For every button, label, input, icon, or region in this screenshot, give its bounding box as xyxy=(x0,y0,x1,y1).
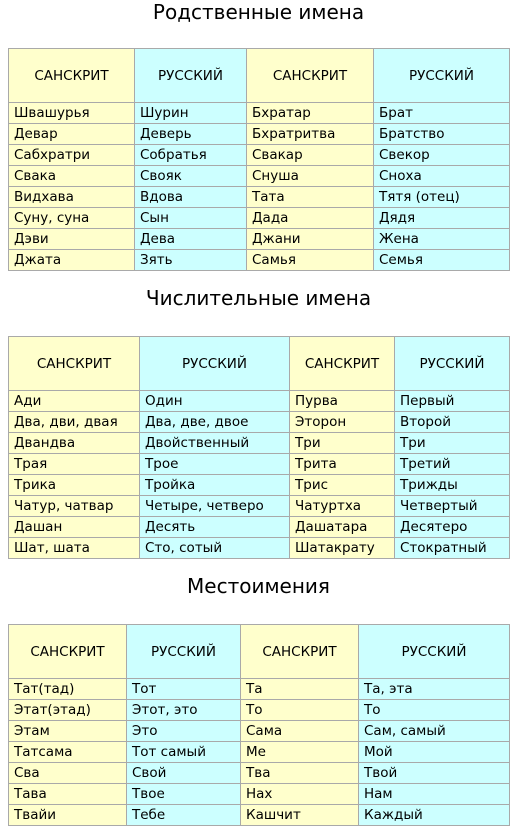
cell-russian: Второй xyxy=(395,412,510,433)
cell-russian: Сто, сотый xyxy=(140,538,290,559)
cell-sanskrit: Двандва xyxy=(9,433,140,454)
cell-sanskrit: Девар xyxy=(9,124,135,145)
cell-russian: Третий xyxy=(395,454,510,475)
section-title-pronouns: Местоимения xyxy=(187,574,330,598)
cell-russian: Тебе xyxy=(127,805,241,826)
cell-russian: Сам, самый xyxy=(359,721,510,742)
cell-russian: Четыре, четверо xyxy=(140,496,290,517)
cell-sanskrit: Ме xyxy=(241,742,359,763)
column-header-sanskrit: САНСКРИТ xyxy=(9,625,127,679)
cell-sanskrit: Этам xyxy=(9,721,127,742)
table-row xyxy=(9,250,510,271)
cell-sanskrit: Сва xyxy=(9,763,127,784)
cell-sanskrit: Тат(тад) xyxy=(9,679,127,700)
cell-sanskrit: Ади xyxy=(9,391,140,412)
table-row xyxy=(9,145,510,166)
cell-sanskrit: Тва xyxy=(241,763,359,784)
pronouns-table xyxy=(8,624,510,826)
cell-russian: Трижды xyxy=(395,475,510,496)
cell-sanskrit: Снуша xyxy=(247,166,374,187)
table-row xyxy=(9,784,510,805)
table-row xyxy=(9,517,510,538)
cell-sanskrit: Бхратритва xyxy=(247,124,374,145)
cell-russian: Сын xyxy=(135,208,247,229)
table-row xyxy=(9,679,510,700)
cell-sanskrit: Суну, суна xyxy=(9,208,135,229)
table-header-row xyxy=(9,625,510,679)
table-row xyxy=(9,391,510,412)
cell-russian: Братство xyxy=(374,124,510,145)
cell-sanskrit: Та xyxy=(241,679,359,700)
cell-sanskrit: Этат(этад) xyxy=(9,700,127,721)
column-header-russian: РУССКИЙ xyxy=(135,49,247,103)
cell-sanskrit: Сама xyxy=(241,721,359,742)
cell-russian: Этот, это xyxy=(127,700,241,721)
cell-russian: Тятя (отец) xyxy=(374,187,510,208)
cell-russian: Каждый xyxy=(359,805,510,826)
cell-russian: Один xyxy=(140,391,290,412)
column-header-sanskrit: САНСКРИТ xyxy=(9,49,135,103)
cell-russian: Зять xyxy=(135,250,247,271)
cell-sanskrit: Твайи xyxy=(9,805,127,826)
cell-russian: Дева xyxy=(135,229,247,250)
cell-russian: Нам xyxy=(359,784,510,805)
cell-russian: Тройка xyxy=(140,475,290,496)
cell-russian: Сноха xyxy=(374,166,510,187)
cell-russian: Твой xyxy=(359,763,510,784)
table-row xyxy=(9,166,510,187)
section-title-kinship: Родственные имена xyxy=(152,0,365,24)
cell-russian: Это xyxy=(127,721,241,742)
cell-sanskrit: Пурва xyxy=(290,391,395,412)
column-header-russian: РУССКИЙ xyxy=(127,625,241,679)
cell-russian: Свояк xyxy=(135,166,247,187)
column-header-sanskrit: САНСКРИТ xyxy=(247,49,374,103)
table-row xyxy=(9,538,510,559)
cell-sanskrit: Чатуртха xyxy=(290,496,395,517)
cell-russian: Дядя xyxy=(374,208,510,229)
table-row xyxy=(9,412,510,433)
column-header-sanskrit: САНСКРИТ xyxy=(290,337,395,391)
table-row xyxy=(9,187,510,208)
cell-russian: Жена xyxy=(374,229,510,250)
cell-sanskrit: Тата xyxy=(247,187,374,208)
cell-sanskrit: Чатур, чатвар xyxy=(9,496,140,517)
cell-russian: Трое xyxy=(140,454,290,475)
cell-russian: Брат xyxy=(374,103,510,124)
cell-sanskrit: Нах xyxy=(241,784,359,805)
column-header-sanskrit: САНСКРИТ xyxy=(9,337,140,391)
column-header-russian: РУССКИЙ xyxy=(395,337,510,391)
cell-russian: Та, эта xyxy=(359,679,510,700)
column-header-sanskrit: САНСКРИТ xyxy=(241,625,359,679)
cell-sanskrit: То xyxy=(241,700,359,721)
cell-sanskrit: Дашатара xyxy=(290,517,395,538)
cell-sanskrit: Два, дви, двая xyxy=(9,412,140,433)
table-row xyxy=(9,721,510,742)
numerals-table xyxy=(8,336,510,559)
section-title-numerals: Числительные имена xyxy=(145,286,372,310)
cell-sanskrit: Швашурья xyxy=(9,103,135,124)
cell-sanskrit: Свака xyxy=(9,166,135,187)
cell-sanskrit: Джата xyxy=(9,250,135,271)
cell-russian: Три xyxy=(395,433,510,454)
cell-russian: То xyxy=(359,700,510,721)
cell-sanskrit: Трита xyxy=(290,454,395,475)
cell-russian: Тот самый xyxy=(127,742,241,763)
cell-sanskrit: Трая xyxy=(9,454,140,475)
cell-russian: Четвертый xyxy=(395,496,510,517)
cell-sanskrit: Эторон xyxy=(290,412,395,433)
table-row xyxy=(9,124,510,145)
cell-sanskrit: Сабхратри xyxy=(9,145,135,166)
cell-sanskrit: Три xyxy=(290,433,395,454)
column-header-russian: РУССКИЙ xyxy=(374,49,510,103)
table-row xyxy=(9,805,510,826)
table-row xyxy=(9,208,510,229)
cell-sanskrit: Дашан xyxy=(9,517,140,538)
table-row xyxy=(9,454,510,475)
cell-sanskrit: Самья xyxy=(247,250,374,271)
table-row xyxy=(9,229,510,250)
cell-sanskrit: Трис xyxy=(290,475,395,496)
cell-russian: Тот xyxy=(127,679,241,700)
cell-russian: Стократный xyxy=(395,538,510,559)
column-header-russian: РУССКИЙ xyxy=(140,337,290,391)
cell-sanskrit: Дэви xyxy=(9,229,135,250)
cell-russian: Мой xyxy=(359,742,510,763)
column-header-russian: РУССКИЙ xyxy=(359,625,510,679)
cell-russian: Вдова xyxy=(135,187,247,208)
cell-sanskrit: Бхратар xyxy=(247,103,374,124)
cell-russian: Собратья xyxy=(135,145,247,166)
cell-russian: Десятеро xyxy=(395,517,510,538)
cell-sanskrit: Видхава xyxy=(9,187,135,208)
cell-sanskrit: Трика xyxy=(9,475,140,496)
cell-sanskrit: Кашчит xyxy=(241,805,359,826)
cell-russian: Семья xyxy=(374,250,510,271)
cell-russian: Шурин xyxy=(135,103,247,124)
cell-sanskrit: Шатакрату xyxy=(290,538,395,559)
table-header-row xyxy=(9,337,510,391)
cell-russian: Свой xyxy=(127,763,241,784)
cell-russian: Двойственный xyxy=(140,433,290,454)
cell-russian: Свекор xyxy=(374,145,510,166)
table-row xyxy=(9,433,510,454)
cell-russian: Твое xyxy=(127,784,241,805)
table-row xyxy=(9,700,510,721)
cell-sanskrit: Джани xyxy=(247,229,374,250)
cell-sanskrit: Шат, шата xyxy=(9,538,140,559)
cell-sanskrit: Дада xyxy=(247,208,374,229)
table-row xyxy=(9,742,510,763)
cell-russian: Два, две, двое xyxy=(140,412,290,433)
kinship-table xyxy=(8,48,510,271)
cell-russian: Деверь xyxy=(135,124,247,145)
cell-sanskrit: Свакар xyxy=(247,145,374,166)
table-row xyxy=(9,496,510,517)
table-row xyxy=(9,103,510,124)
cell-sanskrit: Татсама xyxy=(9,742,127,763)
table-header-row xyxy=(9,49,510,103)
cell-sanskrit: Тава xyxy=(9,784,127,805)
cell-russian: Десять xyxy=(140,517,290,538)
table-row xyxy=(9,475,510,496)
table-row xyxy=(9,763,510,784)
cell-russian: Первый xyxy=(395,391,510,412)
